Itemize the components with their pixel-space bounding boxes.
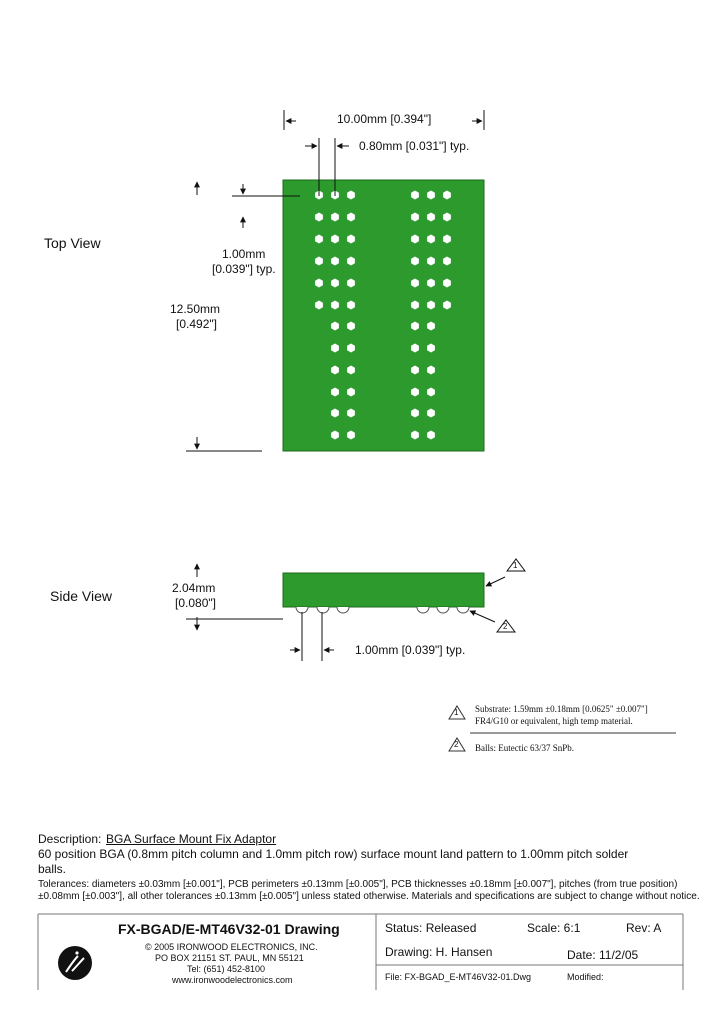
note-2-number: 2 <box>454 740 459 749</box>
description-title: BGA Surface Mount Fix Adaptor <box>106 832 277 846</box>
description-line-1: 60 position BGA (0.8mm pitch column and 1.0mm pitch row) surface mount land pattern to 1.00mm pitch solder <box>38 847 629 861</box>
status-field: Status: Released <box>385 921 477 935</box>
tolerances-line-2: ±0.08mm [±0.003"], all other tolerances ±0.13mm [±0.005"] unless stated otherwise. Materials and specifications are subject to change without notice. <box>38 891 700 902</box>
company-line-2: PO BOX 21151 ST. PAUL, MN 55121 <box>155 953 304 963</box>
row-pitch-label-2: [0.039"] typ. <box>212 262 276 276</box>
side-view-pcb <box>283 573 484 607</box>
company-line-4: www.ironwoodelectronics.com <box>172 975 293 985</box>
note-1-line-1: Substrate: 1.59mm ±0.18mm [0.0625" ±0.007"] <box>475 704 648 714</box>
thickness-label-1: 2.04mm <box>172 581 216 595</box>
side-pitch-label: 1.00mm [0.039"] typ. <box>355 643 466 657</box>
column-pitch-label: 0.80mm [0.031"] typ. <box>359 139 470 153</box>
height-dimension-label-1: 12.50mm <box>170 302 221 316</box>
top-view-label: Top View <box>44 235 101 251</box>
callout-1-leader <box>486 559 525 586</box>
ironwood-logo <box>58 946 92 980</box>
drawing-title: FX-BGAD/E-MT46V32-01 Drawing <box>118 921 340 937</box>
note-2-line-1: Balls: Eutectic 63/37 SnPb. <box>475 743 574 753</box>
width-dimension-label: 10.00mm [0.394"] <box>337 112 432 126</box>
company-line-3: Tel: (651) 452-8100 <box>187 964 266 974</box>
callout-1-number: 1 <box>513 561 518 570</box>
thickness-label-2: [0.080"] <box>175 596 216 610</box>
description-line-2: balls. <box>38 862 67 876</box>
side-pitch-dimension <box>290 612 334 661</box>
company-line-1: © 2005 IRONWOOD ELECTRONICS, INC. <box>145 942 318 952</box>
modified-field: Modified: <box>567 972 604 982</box>
description-label: Description: <box>38 832 102 846</box>
side-view-label: Side View <box>50 588 113 604</box>
file-field: File: FX-BGAD_E-MT46V32-01.Dwg <box>385 972 532 982</box>
callout-2-number: 2 <box>503 622 508 631</box>
scale-field: Scale: 6:1 <box>527 921 581 935</box>
top-view-pcb <box>283 180 484 451</box>
date-field: Date: 11/2/05 <box>567 948 639 962</box>
height-dimension-label-2: [0.492"] <box>176 317 217 331</box>
revision-field: Rev: A <box>626 921 662 935</box>
row-pitch-label-1: 1.00mm <box>222 247 266 261</box>
note-1-line-2: FR4/G10 or equivalent, high temp material. <box>475 716 633 726</box>
note-1-number: 1 <box>454 708 459 717</box>
callout-2-leader <box>470 611 515 632</box>
drawn-by-field: Drawing: H. Hansen <box>385 945 493 959</box>
tolerances-line-1: Tolerances: diameters ±0.03mm [±0.001"], PCB perimeters ±0.13mm [±0.005"], PCB thicknesses ±0.18mm [±0.007"], pitches (from true position) <box>38 879 678 890</box>
